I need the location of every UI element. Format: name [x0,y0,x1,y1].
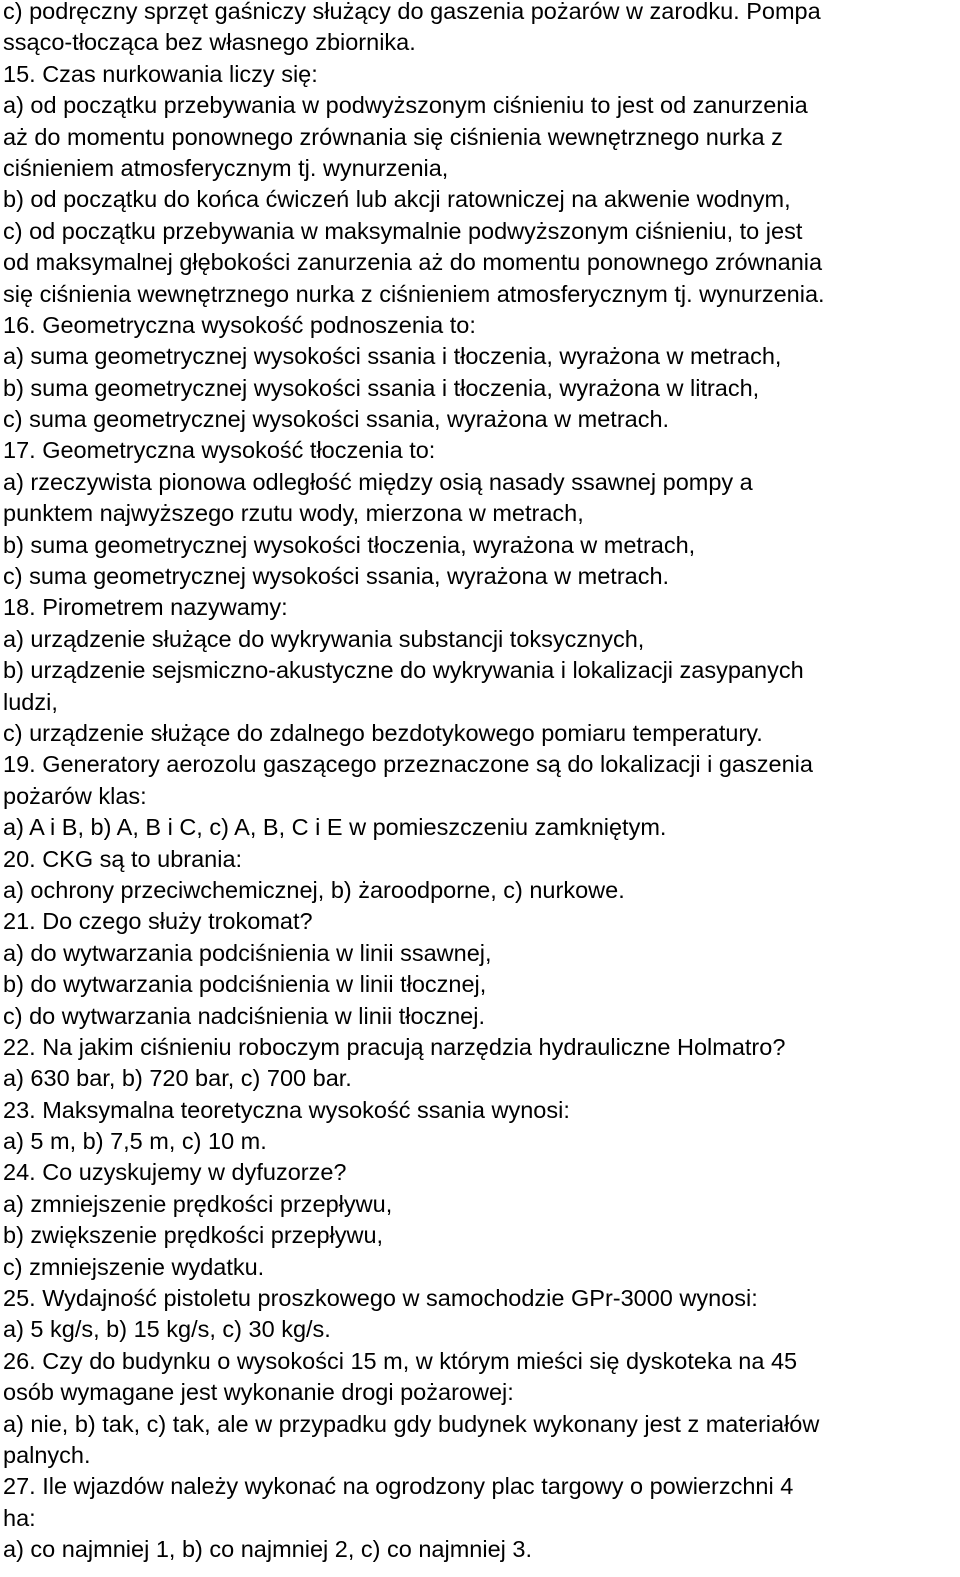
question-23: 23. Maksymalna teoretyczna wysokość ssania wynosi: [3,1096,570,1123]
question-27: 27. Ile wjazdów należy wykonać na ogrodzony plac targowy o powierzchni 4 [3,1473,794,1500]
answer-line: aż do momentu ponownego zrównania się ciśnienia wewnętrznego nurka z [3,123,783,150]
answer-line: ludzi, [3,688,58,715]
answer-line: b) do wytwarzania podciśnienia w linii tłocznej, [3,971,487,998]
answer-line: b) zwiększenie prędkości przepływu, [3,1222,384,1249]
question-19: 19. Generatory aerozolu gaszącego przeznaczone są do lokalizacji i gaszenia [3,751,813,778]
answer-line: ciśnieniem atmosferycznym tj. wynurzenia, [3,154,449,181]
answer-line: od maksymalnej głębokości zanurzenia aż do momentu ponownego zrównania [3,249,823,276]
answer-line: a) co najmniej 1, b) co najmniej 2, c) co najmniej 3. [3,1536,532,1563]
answer-line: punktem najwyższego rzutu wody, mierzona w metrach, [3,500,584,527]
answer-line: palnych. [3,1441,91,1468]
question-line: osób wymagane jest wykonanie drogi pożarowej: [3,1379,514,1406]
answer-line: b) od początku do końca ćwiczeń lub akcji ratowniczej na akwenie wodnym, [3,186,791,213]
question-18: 18. Pirometrem nazywamy: [3,594,288,621]
answer-line: a) 5 kg/s, b) 15 kg/s, c) 30 kg/s. [3,1316,331,1343]
answer-line: c) suma geometrycznej wysokości ssania, wyrażona w metrach. [3,406,670,433]
answer-line: a) ochrony przeciwchemicznej, b) żaroodporne, c) nurkowe. [3,876,625,903]
question-line: ha: [3,1504,36,1531]
text-line: ssąco-tłocząca bez własnego zbiornika. [3,29,416,56]
answer-line: c) urządzenie służące do zdalnego bezdotykowego pomiaru temperatury. [3,719,763,746]
answer-line: a) zmniejszenie prędkości przepływu, [3,1190,393,1217]
answer-line: a) urządzenie służące do wykrywania substancji toksycznych, [3,625,645,652]
question-15: 15. Czas nurkowania liczy się: [3,60,318,87]
answer-line: c) do wytwarzania nadciśnienia w linii tłocznej. [3,1002,485,1029]
question-22: 22. Na jakim ciśnieniu roboczym pracują narzędzia hydrauliczne Holmatro? [3,1033,786,1060]
question-line: pożarów klas: [3,782,147,809]
question-16: 16. Geometryczna wysokość podnoszenia to: [3,311,476,338]
answer-line: się ciśnienia wewnętrznego nurka z ciśnieniem atmosferycznym tj. wynurzenia. [3,280,825,307]
answer-line: a) nie, b) tak, c) tak, ale w przypadku gdy budynek wykonany jest z materiałów [3,1410,820,1437]
answer-line: c) zmniejszenie wydatku. [3,1253,265,1280]
answer-line: b) suma geometrycznej wysokości tłoczenia, wyrażona w metrach, [3,531,696,558]
answer-line: a) 630 bar, b) 720 bar, c) 700 bar. [3,1065,352,1092]
question-25: 25. Wydajność pistoletu proszkowego w samochodzie GPr-3000 wynosi: [3,1285,758,1312]
question-26: 26. Czy do budynku o wysokości 15 m, w którym mieści się dyskoteka na 45 [3,1347,798,1374]
answer-line: a) A i B, b) A, B i C, c) A, B, C i E w pomieszczeniu zamkniętym. [3,814,667,841]
text-line: c) podręczny sprzęt gaśniczy służący do gaszenia pożarów w zarodku. Pompa [3,0,821,24]
document-text [3,0,960,1566]
answer-line: a) od początku przebywania w podwyższonym ciśnieniu to jest od zanurzenia [3,92,808,119]
answer-line: a) rzeczywista pionowa odległość między osią nasady ssawnej pompy a [3,468,753,495]
question-21: 21. Do czego służy trokomat? [3,908,313,935]
answer-line: c) suma geometrycznej wysokości ssania, wyrażona w metrach. [3,563,670,590]
answer-line: a) suma geometrycznej wysokości ssania i tłoczenia, wyrażona w metrach, [3,343,782,370]
answer-line: b) suma geometrycznej wysokości ssania i tłoczenia, wyrażona w litrach, [3,374,760,401]
question-17: 17. Geometryczna wysokość tłoczenia to: [3,437,436,464]
answer-line: a) 5 m, b) 7,5 m, c) 10 m. [3,1128,267,1155]
question-20: 20. CKG są to ubrania: [3,845,243,872]
question-24: 24. Co uzyskujemy w dyfuzorze? [3,1159,347,1186]
answer-line: b) urządzenie sejsmiczno-akustyczne do wykrywania i lokalizacji zasypanych [3,657,804,684]
answer-line: a) do wytwarzania podciśnienia w linii ssawnej, [3,939,492,966]
answer-line: c) od początku przebywania w maksymalnie podwyższonym ciśnieniu, to jest [3,217,803,244]
